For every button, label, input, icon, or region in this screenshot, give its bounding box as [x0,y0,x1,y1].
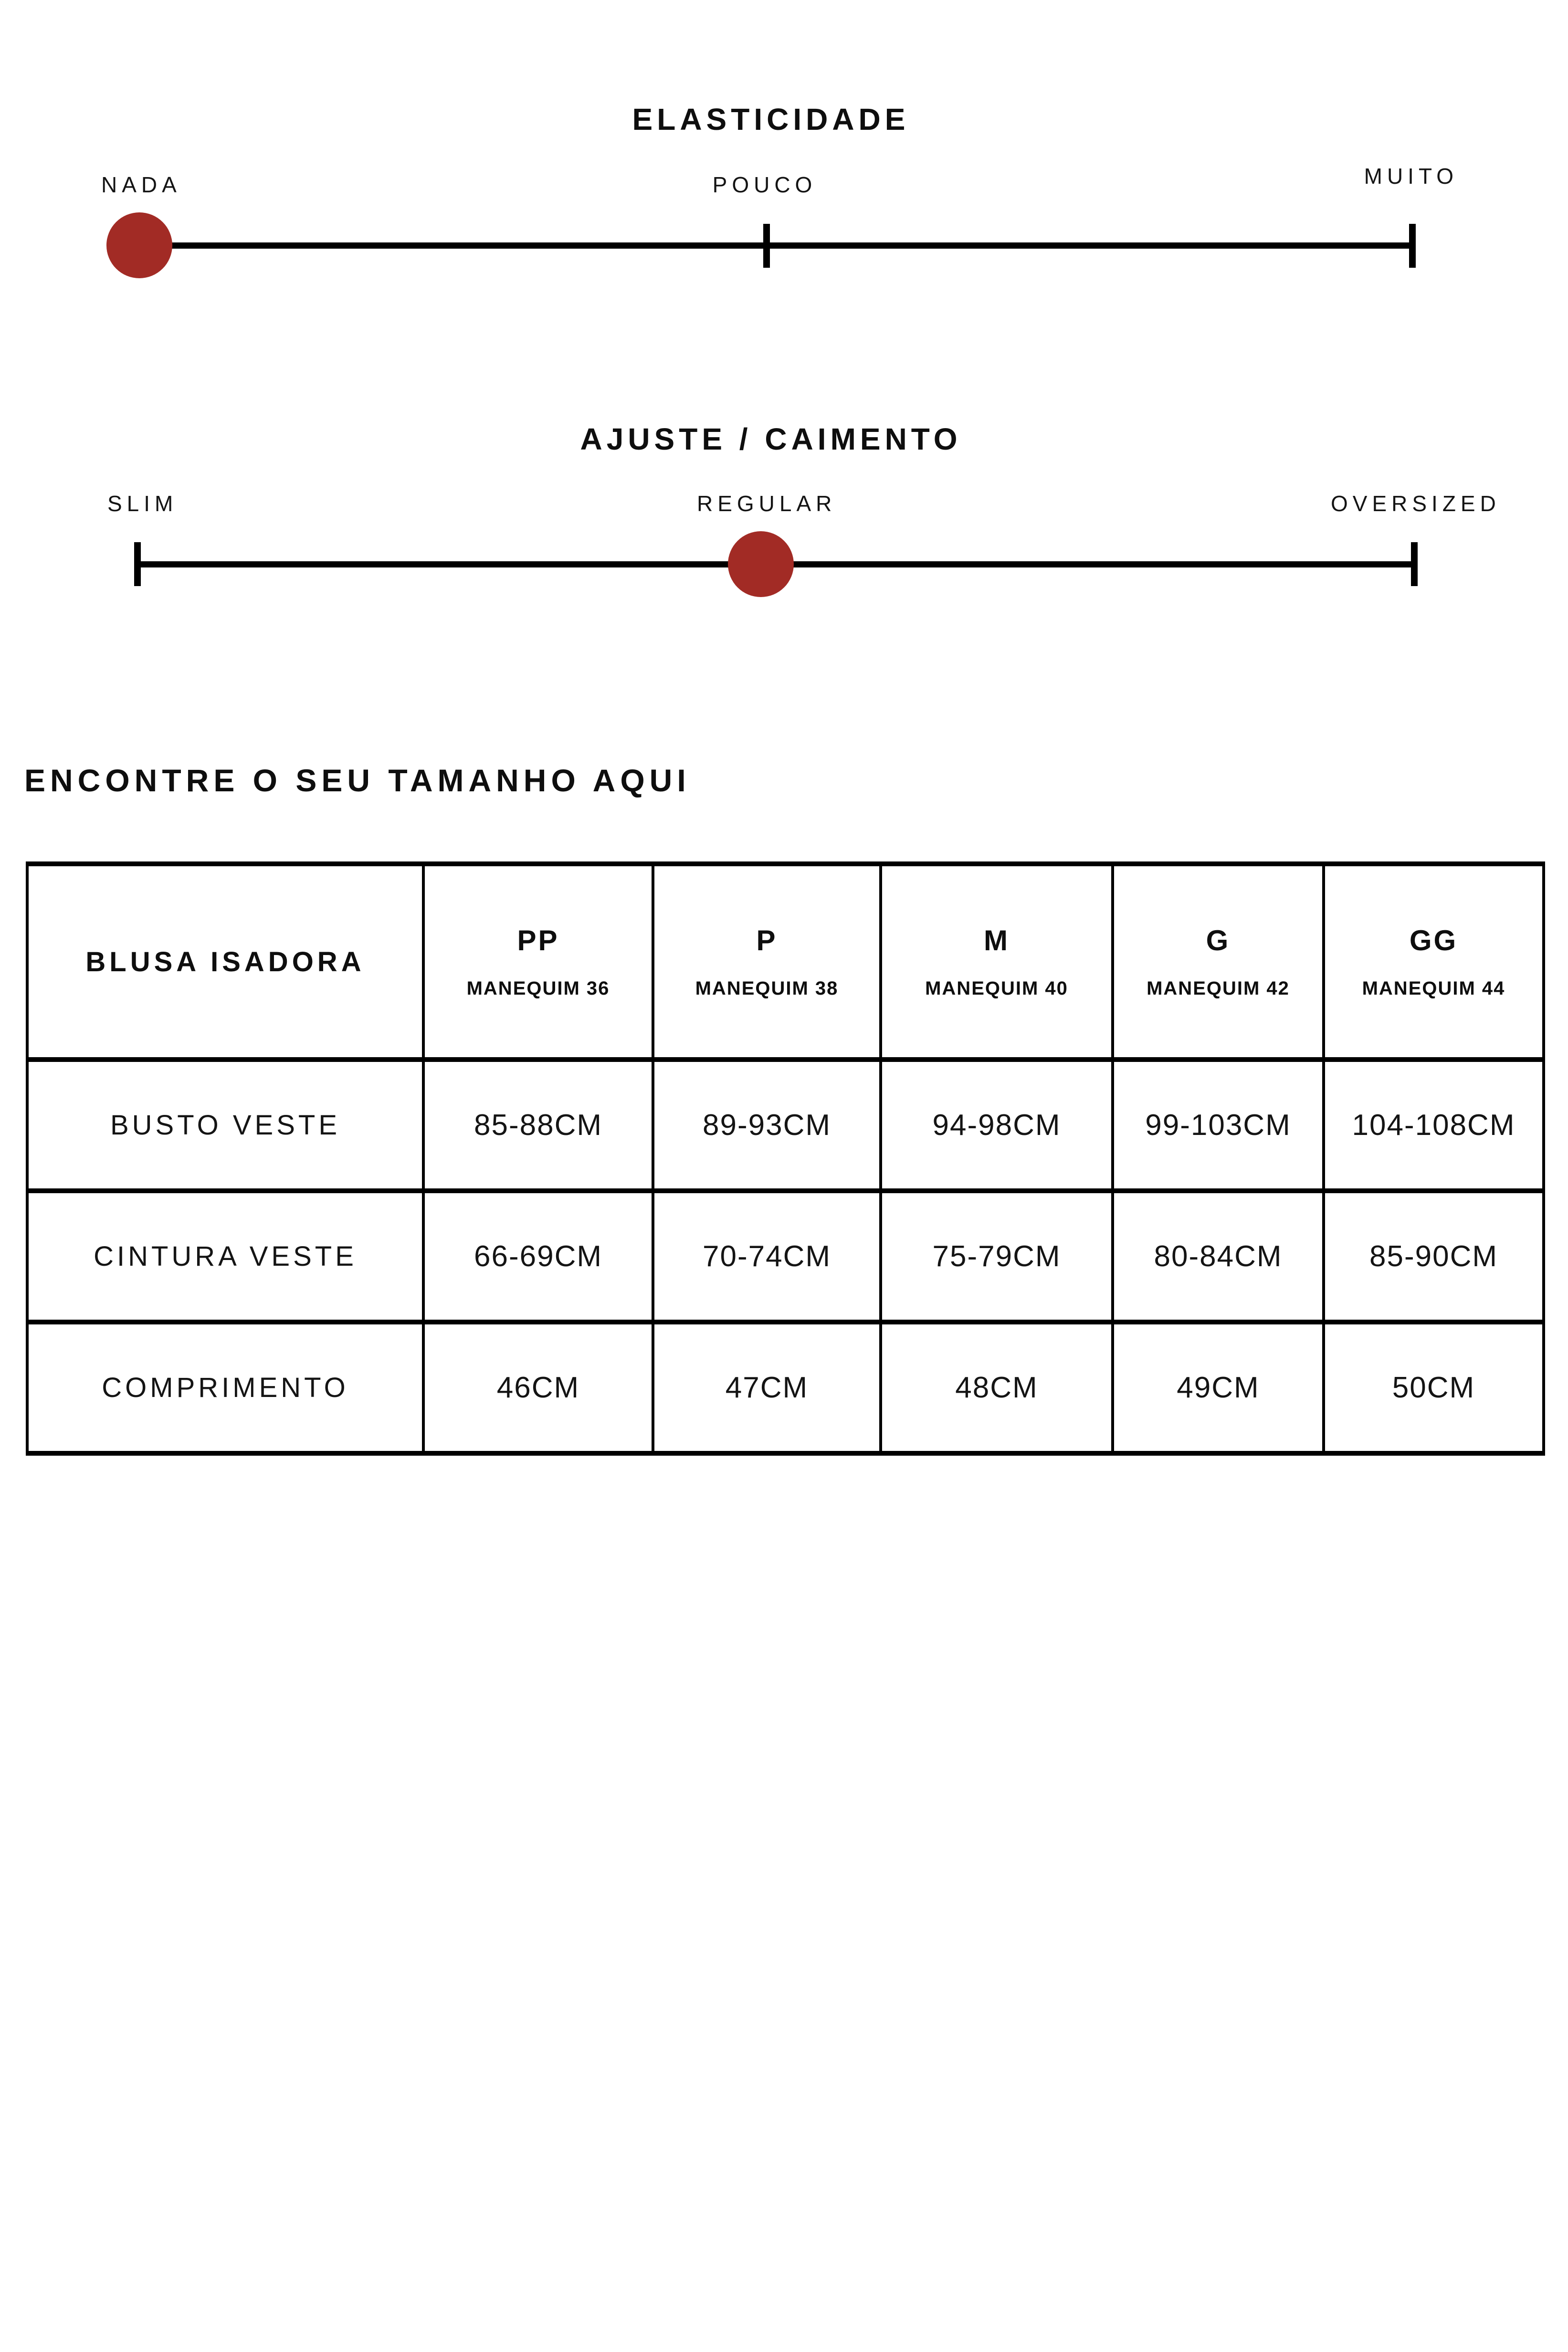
bust-m: 94-98CM [932,1109,1061,1142]
size-column-gg [1324,864,1544,1060]
bust-g: 99-103CM [1145,1109,1291,1142]
product-name-cell [27,864,423,1060]
mannequin-44: MANEQUIM 44 [1362,978,1505,999]
size-letter-g: G [1206,924,1231,956]
bust-row-label: BUSTO VESTE [110,1110,341,1141]
size-column-p [653,864,881,1060]
find-size-heading: ENCONTRE O SEU TAMANHO AQUI [24,763,691,798]
elasticity-label-muito: MUITO [1364,164,1458,189]
mannequin-40: MANEQUIM 40 [925,978,1068,999]
waist-gg: 85-90CM [1369,1240,1498,1273]
size-letter-pp: PP [517,924,559,956]
length-m: 48CM [955,1371,1038,1404]
bust-pp: 85-88CM [474,1109,602,1142]
elasticity-title: ELASTICIDADE [632,102,910,136]
size-letter-m: M [984,924,1010,956]
elasticity-tick-pouco [763,224,770,268]
waist-row-label: CINTURA VESTE [94,1241,357,1272]
bust-gg: 104-108CM [1352,1109,1515,1142]
length-pp: 46CM [496,1371,580,1404]
length-gg: 50CM [1392,1371,1475,1404]
length-g: 49CM [1177,1371,1260,1404]
waist-row [27,1191,1544,1322]
waist-p: 70-74CM [703,1240,831,1273]
elasticity-handle-dot [106,212,172,278]
fit-label-oversized: OVERSIZED [1331,491,1501,516]
elasticity-tick-muito [1409,224,1416,268]
size-column-m [881,864,1113,1060]
waist-m: 75-79CM [932,1240,1061,1273]
fit-tick-oversized [1411,542,1418,586]
size-table-header-row [27,864,1544,1060]
product-name: BLUSA ISADORA [85,946,365,977]
fit-title: AJUSTE / CAIMENTO [580,422,962,456]
fit-tick-slim [134,542,141,586]
size-letter-gg: GG [1409,924,1458,956]
size-column-pp [423,864,653,1060]
fit-label-slim: SLIM [107,491,178,516]
mannequin-42: MANEQUIM 42 [1147,978,1290,999]
length-row [27,1322,1544,1453]
bust-p: 89-93CM [703,1109,831,1142]
size-column-g [1113,864,1324,1060]
waist-g: 80-84CM [1154,1240,1283,1273]
bust-row [27,1060,1544,1191]
elasticity-label-pouco: POUCO [712,172,817,197]
length-p: 47CM [725,1371,809,1404]
size-letter-p: P [756,924,778,956]
waist-pp: 66-69CM [474,1240,602,1273]
mannequin-38: MANEQUIM 38 [695,978,839,999]
fit-handle-dot [728,531,794,597]
mannequin-36: MANEQUIM 36 [466,978,610,999]
size-table [26,861,1545,1456]
elasticity-label-nada: NADA [101,172,181,197]
fit-label-regular: REGULAR [697,491,837,516]
length-row-label: COMPRIMENTO [102,1372,349,1403]
